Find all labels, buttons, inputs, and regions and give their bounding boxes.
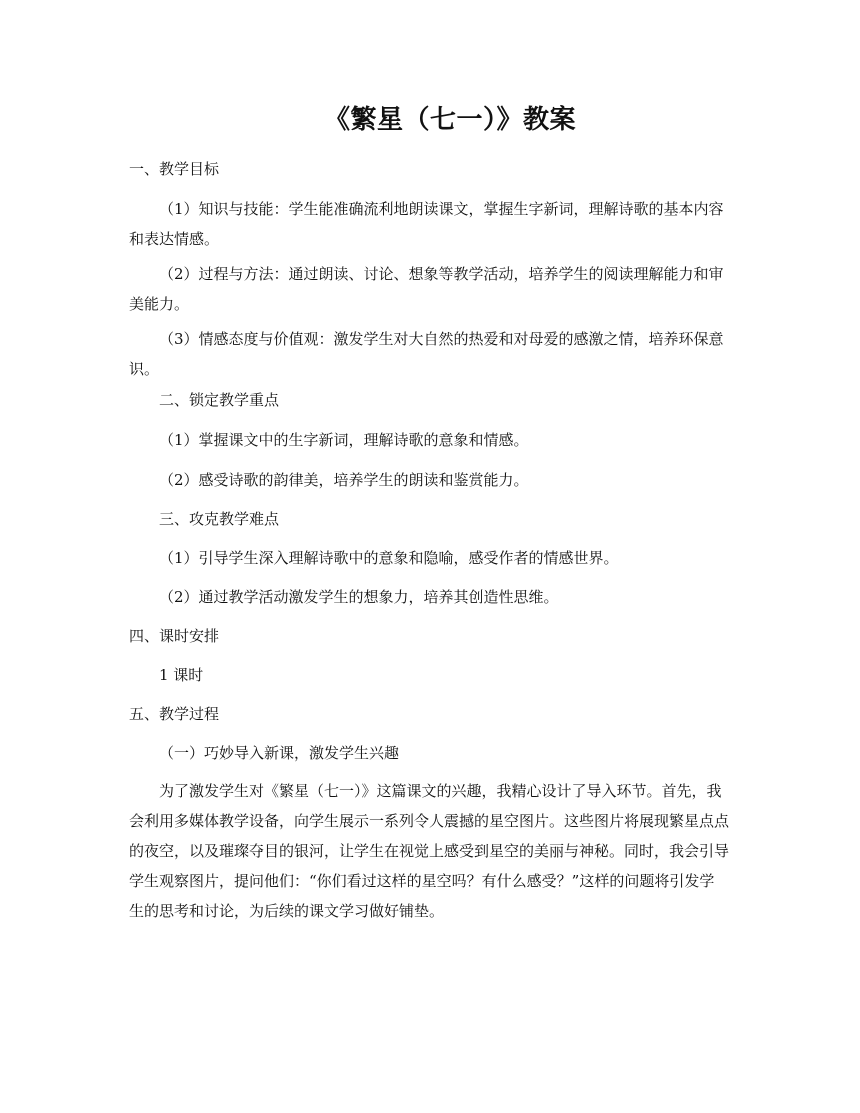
objective-item-2: （2）过程与方法：通过朗读、讨论、想象等教学活动，培养学生的阅读理解能力和审美能力。: [129, 265, 724, 313]
schedule-value: 1 课时: [159, 666, 204, 684]
difficulty-item-2: （2）通过教学活动激发学生的想象力，培养其创造性思维。: [159, 588, 559, 606]
objective-item-3: （3）情感态度与价值观：激发学生对大自然的热爱和对母爱的感激之情，培养环保意识。: [129, 330, 724, 378]
process-sub-heading: （一）巧妙导入新课，激发学生兴趣: [159, 744, 400, 762]
key-point-item-2: （2）感受诗歌的韵律美，培养学生的朗读和鉴赏能力。: [159, 471, 529, 489]
section-heading-objectives: 一、教学目标: [129, 160, 220, 178]
objective-item-1: （1）知识与技能：学生能准确流利地朗读课文，掌握生字新词，理解诗歌的基本内容和表达情感。: [129, 200, 724, 248]
key-point-item-1: （1）掌握课文中的生字新词，理解诗歌的意象和情感。: [159, 431, 529, 449]
section-heading-key-points: 二、锁定教学重点: [159, 391, 280, 409]
difficulty-item-1: （1）引导学生深入理解诗歌中的意象和隐喻，感受作者的情感世界。: [159, 549, 619, 567]
process-paragraph: 为了激发学生对《繁星（七一）》这篇课文的兴趣，我精心设计了导入环节。首先，我会利用多媒体教学设备，向学生展示一系列令人震撼的星空图片。这些图片将展现繁星点点的夜空，以及璀璨夺目的银河，让学生在视觉上感受到星空的美丽与神秘。同时，我会引导学生观察图片，提问他们：“你们看过这样的星空吗？有什么感受？”这样的问题将引发学生的思考和讨论，为后续的课文学习做好铺垫。: [129, 782, 730, 920]
section-heading-difficulties: 三、攻克教学难点: [159, 510, 280, 528]
section-heading-process: 五、教学过程: [129, 705, 220, 723]
section-heading-schedule: 四、课时安排: [129, 627, 220, 645]
page-title: 《繁星（七一）》教案: [323, 105, 576, 135]
